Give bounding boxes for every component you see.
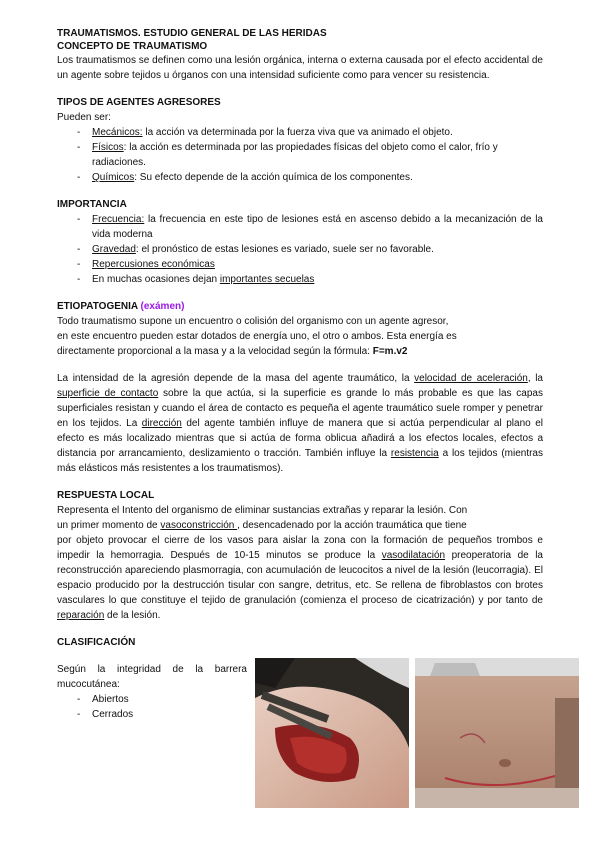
etiopatogenia-line	[57, 344, 543, 359]
term: dirección	[141, 418, 182, 429]
term: reparación	[57, 610, 105, 621]
open-wound-photo	[255, 658, 409, 808]
document-title: TRAUMATISMOS. ESTUDIO GENERAL DE LAS HERIDAS	[57, 28, 327, 39]
term: superficie de contacto	[57, 388, 159, 399]
text-run: sobre la que actúa, si la superficie es grande lo más probable es que las capas superficiales resistan y cuando el área de contacto es pequeña el agente traumático suele romper y penetrar en los tejidos. La	[57, 388, 543, 429]
respuesta-line: Representa el Intento del organismo de eliminar sustancias extrañas y reparar la lesión. Con	[57, 505, 468, 516]
section-heading-etiopatogenia	[57, 299, 543, 314]
document-body	[57, 27, 543, 818]
list-item	[77, 125, 543, 140]
term: Mecánicos:	[92, 127, 143, 138]
text-run: del agente también influye de manera que si actúa perpendicular al plano el efecto es más localizado mientras que si actúa de forma oblicua añadirá a los efectos locales, efectos a distancia por arrancamiento, deslizamiento o tracción. También influye la	[57, 418, 544, 459]
text-run: , la	[527, 373, 543, 384]
agentes-list	[57, 125, 543, 185]
clasificacion-text-block	[57, 662, 247, 722]
list-item	[77, 257, 543, 272]
list-item	[77, 170, 543, 185]
list-item	[77, 212, 543, 242]
list-item	[77, 140, 543, 170]
concept-paragraph: Los traumatismos se definen como una lesión orgánica, interna o externa causada por el efecto accidental de un agente sobre tejidos u órganos con una intensidad suficiente como para vencer su resistencia.	[57, 55, 543, 81]
term: vasoconstricción	[160, 520, 238, 531]
item-text: En muchas ocasiones dejan	[92, 274, 220, 285]
exam-tag: (exámen)	[140, 301, 185, 312]
item-text: la frecuencia en este tipo de lesiones está en ascenso debido a la mecanización de la vida moderna	[92, 214, 543, 240]
clasificacion-block	[57, 658, 543, 818]
term: Repercusiones económicas	[92, 259, 215, 270]
list-item	[77, 242, 543, 257]
etiopatogenia-line: en este encuentro pueden estar dotados de energía uno, el otro o ambos. Esta energía es	[57, 331, 457, 342]
item-text: la acción va determinada por la fuerza viva que va animado el objeto.	[142, 127, 453, 138]
term: velocidad de aceleración	[414, 373, 528, 384]
text-run: preoperatoria de la reconstrucción apareciendo plasmorragia, con acumulación de leucocitos a nivel de la lesión (leucorragia). El espacio producido por la destrucción tisular con sangre, detritus, etc. Se rellena de fibroblastos con brotes vasculares lo que constituye el tejido de granulación (comienza el proceso de cicatrización) y por tanto de	[57, 550, 543, 606]
importancia-list	[57, 212, 543, 287]
list-item	[77, 272, 543, 287]
heading-text: ETIOPATOGENIA	[57, 301, 138, 312]
open-wound-illustration	[255, 658, 409, 808]
text-run: La intensidad de la agresión depende de la masa del agente traumático, la	[57, 373, 415, 384]
closed-wound-photo	[415, 658, 579, 808]
term: vasodilatación	[381, 550, 446, 561]
section-heading-agentes: TIPOS DE AGENTES AGRESORES	[57, 97, 221, 108]
item-text: : la acción es determinada por las propiedades físicas del objeto como el calor, frío y radiaciones.	[92, 142, 498, 168]
text-run: , desencadenado por la acción traumática que tiene	[237, 520, 467, 531]
etiopatogenia-line: Todo traumatismo supone un encuentro o colisión del organismo con un agente agresor,	[57, 316, 449, 327]
term: Químicos	[92, 172, 135, 183]
section-heading-clasificacion: CLASIFICACIÓN	[57, 637, 136, 648]
section-heading-concepto: CONCEPTO DE TRAUMATISMO	[57, 41, 208, 52]
respuesta-line	[57, 518, 543, 533]
respuesta-paragraph	[57, 533, 543, 623]
item-text: : Su efecto depende de la acción química de los componentes.	[134, 172, 413, 183]
clasificacion-list	[57, 692, 247, 722]
text-run: por objeto provocar el cierre de los vasos para aislar la zona con la formación de pequeños trombos e impedir la hemorragia. Después de 10-15 minutos se produce la	[57, 535, 543, 561]
section-heading-importancia: IMPORTANCIA	[57, 199, 127, 210]
etiopatogenia-paragraph	[57, 371, 543, 476]
line-text: directamente proporcional a la masa y a la velocidad según la fórmula:	[57, 346, 373, 357]
term: Frecuencia:	[92, 214, 145, 225]
text-run: un primer momento de	[57, 520, 161, 531]
list-item: - Cerrados	[77, 707, 247, 722]
term: Gravedad	[92, 244, 136, 255]
term: Físicos	[92, 142, 124, 153]
closed-wound-illustration	[415, 658, 579, 808]
text-run: de la lesión.	[104, 610, 161, 621]
section-heading-respuesta: RESPUESTA LOCAL	[57, 490, 155, 501]
text-run: a los tejidos (mientras más elásticos más resistentes a los traumatismos).	[57, 448, 543, 474]
term: resistencia	[390, 448, 439, 459]
agentes-intro: Pueden ser:	[57, 112, 111, 123]
item-text: : el pronóstico de estas lesiones es variado, suele ser no favorable.	[135, 244, 434, 255]
term: importantes secuelas	[219, 274, 315, 285]
list-item: - Abiertos	[77, 692, 247, 707]
clasificacion-text: Según la integridad de la barrera mucocutánea:	[57, 664, 247, 690]
formula: F=m.v2	[372, 346, 408, 357]
